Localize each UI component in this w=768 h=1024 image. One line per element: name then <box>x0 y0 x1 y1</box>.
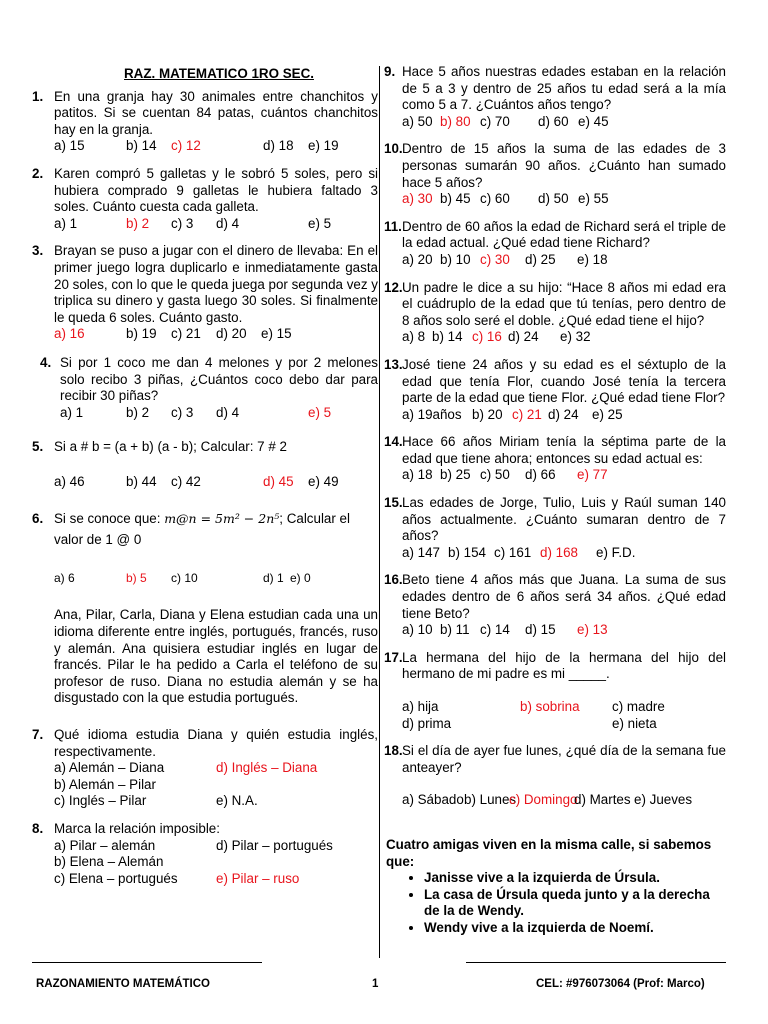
option-e: e) 0 <box>290 571 311 586</box>
option-a: a) 30 <box>402 191 433 207</box>
question-number: 6. <box>32 511 44 527</box>
option-c: c) Elena – portugués <box>54 870 178 886</box>
question-number: 5. <box>32 439 44 455</box>
option-b: b) 2 <box>126 404 150 420</box>
question-3 <box>30 243 378 343</box>
option-d: d) 24 <box>508 329 539 345</box>
option-e: e) 19 <box>308 138 339 154</box>
option-d: d) 60 <box>538 113 569 129</box>
question-text: Qué idioma estudia Diana y quién estudia inglés, respectivamente. <box>54 727 378 759</box>
option-b: b) 14 <box>126 138 157 154</box>
question-text: Si a # b = (a + b) (a - b); Calcular: 7 # 2 <box>54 439 287 455</box>
option-d: d) 25 <box>525 251 556 267</box>
question-text: Brayan se puso a jugar con el dinero de llevaba: En el primer juego logra duplicarlo e inmediatamente gasta 20 soles, con lo que le queda juega por segunda vez y triplica su dinero y gasta luego 30 soles. Si finalmente le queda 6 soles. Cuánto gasto. <box>54 243 378 325</box>
option-b: b) Alemán – Pilar <box>54 776 156 792</box>
left-column <box>30 64 378 887</box>
question-text: José tiene 24 años y su edad es el séxtuplo de la edad que tenía Flor, cuando José tenía la tercera parte de la edad que tiene Flor. ¿Qué edad tiene Flor? <box>402 356 726 406</box>
friends-intro: Cuatro amigas viven en la misma calle, si sabemos que: <box>386 836 712 869</box>
option-c: c) Inglés – Pilar <box>54 793 147 809</box>
question-4 <box>30 355 378 421</box>
question-text <box>54 508 378 550</box>
option-e: e) 13 <box>577 622 608 638</box>
option-e: e) 25 <box>592 406 623 422</box>
question-6 <box>30 508 378 589</box>
option-a: a) 1 <box>54 215 78 231</box>
option-c: c) madre <box>612 699 665 714</box>
option-a: a) 46 <box>54 473 85 489</box>
option-c: c) 70 <box>480 113 510 129</box>
logic-problem-paragraph: Ana, Pilar, Carla, Diana y Elena estudian cada una un idioma diferente entre inglés, portugués, francés, ruso y alemán. Ana quisiera estudiar inglés en lugar de francés. Pilar le ha pedido a Carla el teléfono de su profesor de ruso. Diana no estudia alemán y se ha disgustado con la que estudia portugués. <box>54 607 378 706</box>
option-b: b) 11 <box>440 622 470 638</box>
question-text: La hermana del hijo de la hermana del hijo del hermano de mi padre es mi _____. <box>402 649 726 682</box>
option-e: e) 18 <box>577 251 608 267</box>
option-e: e) Jueves <box>634 792 693 808</box>
option-e: e) 77 <box>577 467 608 483</box>
question-text: Hace 66 años Miriam tenía la séptima parte de la edad que tiene ahora; entonces su edad actual es: <box>402 434 726 466</box>
option-c: c) 30 <box>480 251 510 267</box>
option-e: e) 49 <box>308 473 339 489</box>
options <box>54 760 378 810</box>
option-e: e) Pilar – ruso <box>216 870 300 886</box>
option-a: a) 19años <box>402 406 462 422</box>
question-15 <box>384 495 726 561</box>
option-d: d) 66 <box>525 467 556 483</box>
question-text: Karen compró 5 galletas y le sobró 5 soles, pero si hubiera comprado 9 galletas le hubiera faltado 3 soles. Cuánto cuesta cada galleta. <box>54 165 378 215</box>
option-a: a) 8 <box>402 329 426 345</box>
option-b: b) Elena – Alemán <box>54 854 164 870</box>
option-e: e) 15 <box>261 326 292 342</box>
option-a: a) 20 <box>402 251 433 267</box>
options <box>402 467 726 484</box>
option-d: d) 168 <box>540 544 578 560</box>
question-number: 1. <box>32 88 44 104</box>
option-a: a) 15 <box>54 138 85 154</box>
option-a: a) 10 <box>402 622 433 638</box>
option-a: a) 50 <box>402 113 433 129</box>
option-d: d) 15 <box>525 622 556 638</box>
options <box>402 252 726 269</box>
question-11 <box>384 219 726 269</box>
question-8 <box>30 821 378 887</box>
option-c: c) 60 <box>480 191 510 207</box>
option-b: b) 14 <box>432 329 463 345</box>
option-b: b) 19 <box>126 326 157 342</box>
option-empty <box>520 716 612 733</box>
option-c: c) 161 <box>494 544 532 560</box>
option-empty <box>216 777 378 794</box>
option-b: b) 2 <box>126 215 150 231</box>
question-number: 9. <box>384 64 396 79</box>
option-d: d) 50 <box>538 191 569 207</box>
option-empty <box>216 854 378 871</box>
option-a: a) 147 <box>402 544 440 560</box>
question-2 <box>30 166 378 232</box>
option-e: e) 55 <box>578 191 609 207</box>
question-text: Marca la relación imposible: <box>54 821 220 836</box>
option-c: c) 12 <box>171 138 201 154</box>
question-number: 8. <box>32 821 44 836</box>
question-text: Un padre le dice a su hijo: “Hace 8 años mi edad era el cuádruplo de la edad que tú tenías, pero dentro de 8 años solo seré el doble. ¿Qué edad tiene el hijo? <box>402 279 726 328</box>
option-c: c) 50 <box>480 467 510 483</box>
question-9 <box>384 64 726 130</box>
option-c: c) 21 <box>512 406 542 422</box>
question-number: 14. <box>384 434 403 450</box>
question-14 <box>384 434 726 484</box>
question-number: 11. <box>384 218 402 234</box>
right-column <box>384 64 726 937</box>
option-a: a) Alemán – Diana <box>54 760 165 776</box>
option-e: e) 5 <box>308 404 332 420</box>
question-number: 12. <box>384 279 403 295</box>
options <box>54 838 378 888</box>
option-d: d) 20 <box>216 326 247 342</box>
options <box>54 216 378 233</box>
option-b: b) 5 <box>126 571 147 586</box>
condition-item: • Wendy vive a la izquierda de Noemí. <box>424 920 726 937</box>
question-13 <box>384 357 726 423</box>
condition-item: • La casa de Úrsula queda junto y a la derecha de la de Wendy. <box>424 887 726 920</box>
question-text: Las edades de Jorge, Tulio, Luis y Raúl suman 140 años actualmente. ¿Cuánto sumaran dentro de 7 años? <box>402 495 726 544</box>
formula: m@n = 5m² − 2n⁵ <box>164 511 280 527</box>
question-text: Dentro de 15 años la suma de las edades de 3 personas sumarán 90 años. ¿Cuánto han sumado hace 5 años? <box>402 141 726 190</box>
option-b: b) 10 <box>440 251 471 267</box>
option-a: a) 18 <box>402 467 433 483</box>
question-text-pre: Si se conoce que: <box>54 511 161 527</box>
option-c: c) 21 <box>171 326 201 342</box>
question-7 <box>30 727 378 810</box>
option-d: d) 24 <box>548 406 579 422</box>
question-text-post: ; Calcular el valor de 1 @ 0 <box>54 511 350 548</box>
option-d: d) 4 <box>216 404 240 420</box>
question-12 <box>384 280 726 346</box>
question-number: 16. <box>384 572 403 588</box>
options <box>402 407 726 424</box>
question-number: 13. <box>384 356 403 372</box>
option-c: c) 10 <box>171 571 198 586</box>
question-10 <box>384 141 726 207</box>
question-number: 2. <box>32 165 44 181</box>
option-d: d) Pilar – portugués <box>216 837 333 853</box>
option-b: b) sobrina <box>520 699 580 714</box>
options <box>402 191 726 208</box>
option-e: e) F.D. <box>596 544 636 560</box>
option-a: a) 1 <box>60 404 84 420</box>
option-c: c) 3 <box>171 404 194 420</box>
question-text: Si el día de ayer fue lunes, ¿qué día de la semana fue anteayer? <box>402 743 726 775</box>
options <box>402 699 726 732</box>
option-a: a) hija <box>402 699 439 714</box>
question-1 <box>30 89 378 155</box>
option-e: e) N.A. <box>216 793 258 809</box>
question-number: 3. <box>32 243 44 259</box>
options <box>402 622 726 639</box>
question-number: 7. <box>32 727 44 743</box>
option-b: b) 20 <box>472 406 503 422</box>
option-b: b) 80 <box>440 113 471 129</box>
friends-problem <box>384 837 726 937</box>
option-d: d) 4 <box>216 215 240 231</box>
page-footer <box>0 962 768 1002</box>
option-d: d) 18 <box>263 138 294 154</box>
condition-item: • Janisse vive a la izquierda de Úrsula. <box>424 870 726 887</box>
question-number: 15. <box>384 495 403 511</box>
option-b: b) 154 <box>448 544 486 560</box>
option-e: e) 45 <box>578 113 609 129</box>
footer-subject: RAZONAMIENTO MATEMÁTICO <box>36 978 210 990</box>
question-number: 10. <box>384 141 403 157</box>
option-c: c) 14 <box>480 622 510 638</box>
footer-contact: CEL: #976073064 (Prof: Marco) <box>536 978 705 990</box>
page-title: RAZ. MATEMATICO 1RO SEC. <box>124 66 314 81</box>
option-a: a) Sábado <box>402 792 464 808</box>
option-b: b) 25 <box>440 467 471 483</box>
question-number: 4. <box>40 354 52 370</box>
option-b: b) Lunes <box>464 792 517 808</box>
option-a: a) 6 <box>54 571 75 586</box>
question-17 <box>384 650 726 732</box>
options <box>54 138 378 155</box>
options <box>402 792 726 809</box>
option-e: e) 32 <box>560 329 591 345</box>
options <box>54 326 378 343</box>
question-18 <box>384 743 726 809</box>
question-16 <box>384 572 726 638</box>
question-text: Dentro de 60 años la edad de Richard será el triple de la edad actual. ¿Qué edad tiene Richard? <box>402 218 726 251</box>
friends-conditions <box>386 870 726 936</box>
option-d: d) 1 <box>263 571 284 586</box>
option-d: d) Inglés – Diana <box>216 760 318 776</box>
question-text: En una granja hay 30 animales entre chanchitos y patitos. Si se cuentan 84 patas, cuántos chanchitos hay en la granja. <box>54 88 378 137</box>
question-number: 17. <box>384 649 403 665</box>
option-e: e) nieta <box>612 715 657 731</box>
options <box>402 114 726 131</box>
footer-line-right <box>466 962 726 963</box>
option-c: c) 3 <box>171 215 194 231</box>
option-c: c) 16 <box>472 329 502 345</box>
options <box>60 405 378 422</box>
option-a: a) Pilar – alemán <box>54 837 156 853</box>
question-number: 18. <box>384 743 403 759</box>
question-text: Hace 5 años nuestras edades estaban en la relación de 5 a 3 y dentro de 25 años tu edad será a la mía como 5 a 7. ¿Cuántos años tengo? <box>402 64 726 113</box>
page-number: 1 <box>372 978 379 990</box>
options <box>54 474 378 491</box>
option-c: c) 42 <box>171 473 201 489</box>
option-d: d) Martes <box>574 792 631 808</box>
options <box>54 568 378 589</box>
option-b: b) 44 <box>126 473 157 489</box>
option-a: a) 16 <box>54 326 85 342</box>
options <box>402 545 726 562</box>
question-5 <box>30 439 378 490</box>
option-b: b) 45 <box>440 191 471 207</box>
option-c: c) Domingo <box>509 792 578 808</box>
question-text: Beto tiene 4 años más que Juana. La suma de sus edades dentro de 6 años será 34 años. ¿Qué edad tiene Beto? <box>402 572 726 621</box>
footer-line-left <box>32 962 262 963</box>
options <box>402 329 726 346</box>
column-divider <box>379 66 380 958</box>
question-text: Si por 1 coco me dan 4 melones y por 2 melones solo recibo 3 piñas, ¿Cuántos coco debo dar para recibir 30 piñas? <box>60 354 378 404</box>
option-e: e) 5 <box>308 215 332 231</box>
option-d: d) 45 <box>263 473 294 489</box>
option-d: d) prima <box>402 715 452 731</box>
